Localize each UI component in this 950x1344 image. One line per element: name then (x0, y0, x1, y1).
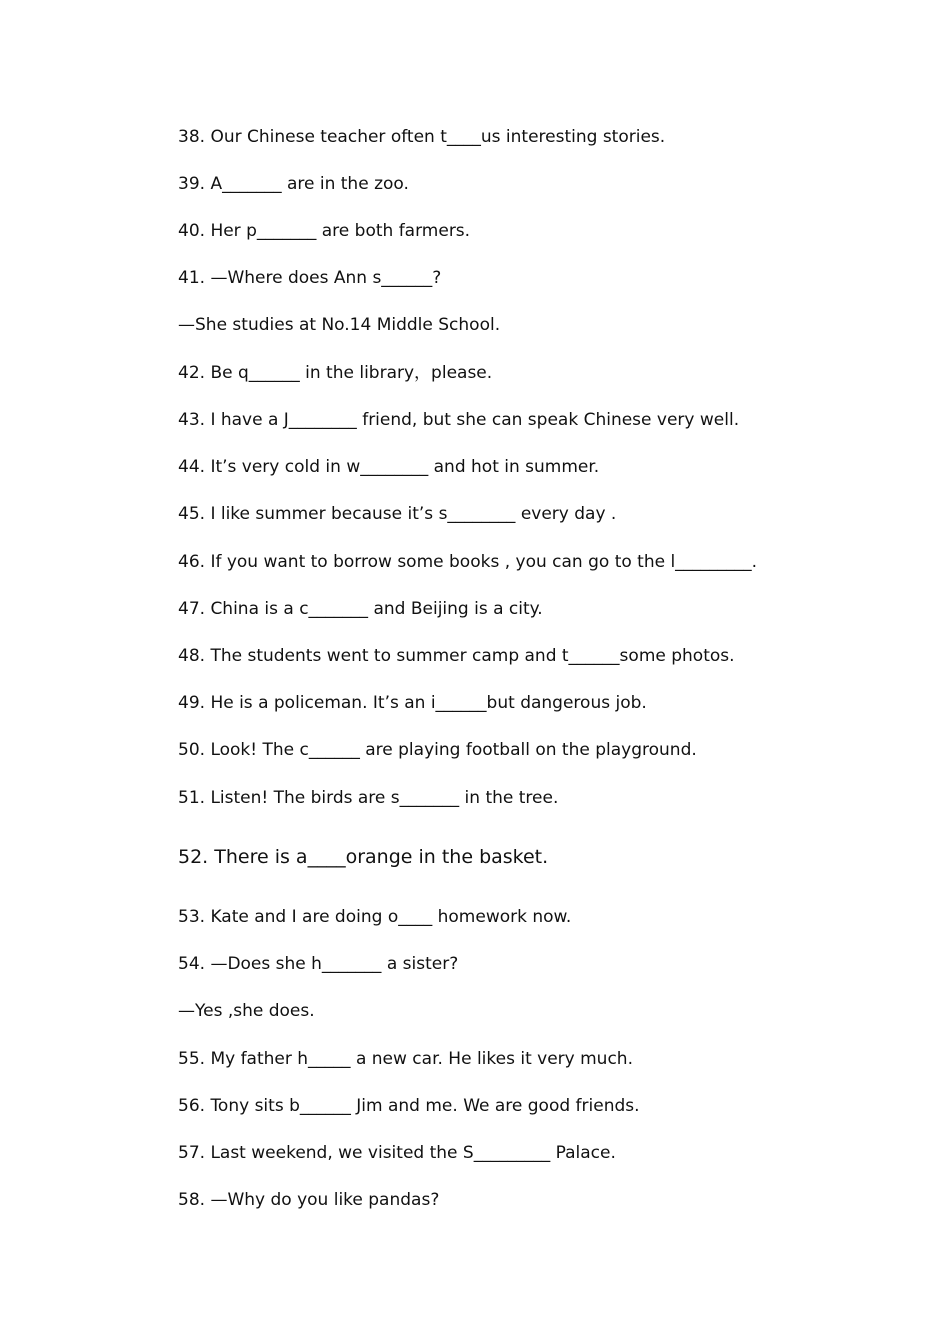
question-44: 44. It’s very cold in w________ and hot in summer. (178, 457, 600, 477)
question-48: 48. The students went to summer camp and t______some photos. (178, 646, 735, 666)
question-38: 38. Our Chinese teacher often t____us interesting stories. (178, 127, 666, 147)
question-51: 51. Listen! The birds are s_______ in the tree. (178, 788, 559, 808)
question-43: 43. I have a J________ friend, but she can speak Chinese very well. (178, 410, 740, 430)
question-57: 57. Last weekend, we visited the S_________ Palace. (178, 1143, 616, 1163)
answer-41: —She studies at No.14 Middle School. (178, 315, 501, 335)
question-49: 49. He is a policeman. It’s an i______but dangerous job. (178, 693, 647, 713)
question-40: 40. Her p_______ are both farmers. (178, 221, 471, 241)
question-41: 41. —Where does Ann s______? (178, 268, 442, 288)
question-46: 46. If you want to borrow some books , you can go to the l_________. (178, 552, 758, 572)
question-52: 52. There is a____orange in the basket. (178, 846, 549, 868)
question-45: 45. I like summer because it’s s________ every day . (178, 504, 617, 524)
question-50: 50. Look! The c______ are playing football on the playground. (178, 740, 697, 760)
question-58: 58. —Why do you like pandas? (178, 1190, 440, 1210)
question-42: 42. Be q______ in the library，please. (178, 363, 493, 383)
question-56: 56. Tony sits b______ Jim and me. We are good friends. (178, 1096, 640, 1116)
question-54: 54. —Does she h_______ a sister? (178, 954, 459, 974)
question-47: 47. China is a c_______ and Beijing is a city. (178, 599, 543, 619)
answer-54: —Yes ,she does. (178, 1001, 315, 1021)
question-39: 39. A_______ are in the zoo. (178, 174, 409, 194)
question-55: 55. My father h_____ a new car. He likes it very much. (178, 1049, 633, 1069)
question-53: 53. Kate and I are doing o____ homework now. (178, 907, 572, 927)
